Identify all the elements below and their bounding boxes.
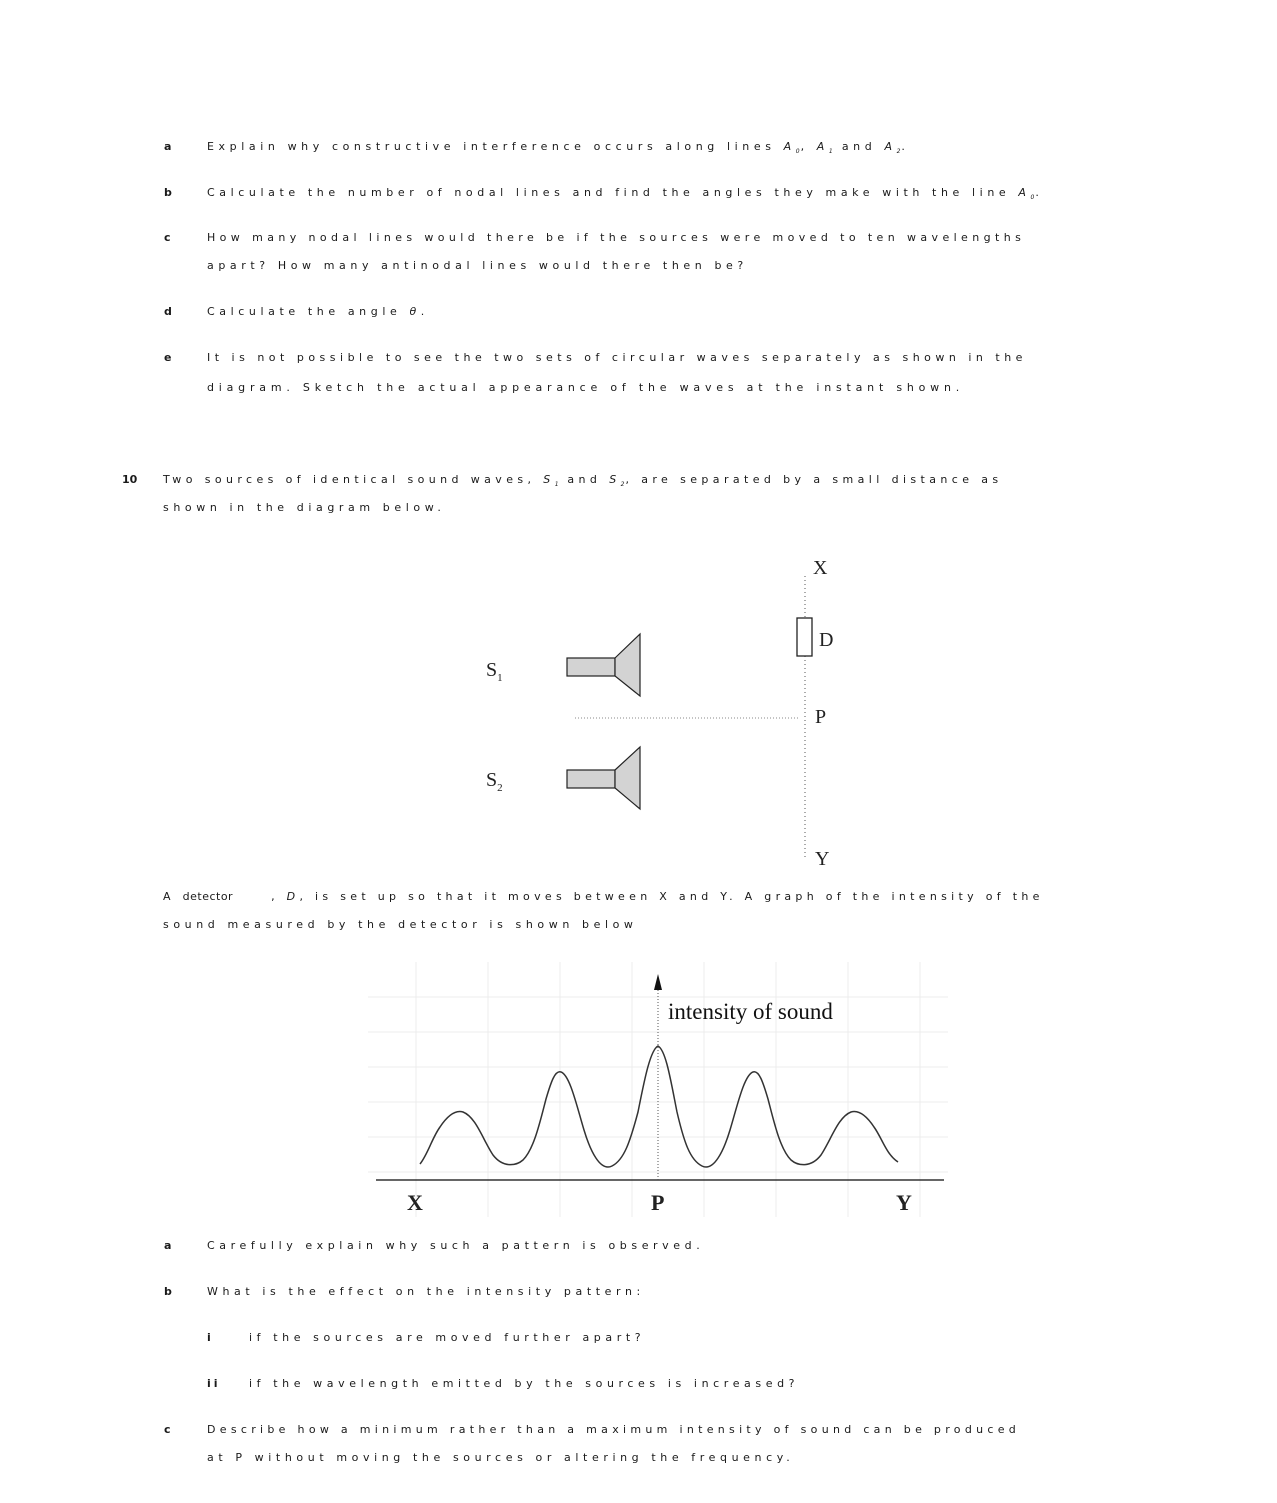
- graph-label-x: X: [407, 1190, 423, 1215]
- diagram-label-d: D: [819, 629, 834, 651]
- q9c-line2: apart? How many antinodal lines would there then be?: [207, 259, 748, 272]
- intensity-graph: [368, 962, 948, 1222]
- part-label-e: e: [164, 351, 172, 364]
- q9b-text: Calculate the number of nodal lines and find the angles they make with the line $A_0$.: [207, 186, 1044, 201]
- diagram-label-s1: $S_1$: [486, 659, 503, 684]
- subpart-label-ii: ii: [207, 1377, 221, 1390]
- diagram-label-p: P: [815, 706, 827, 728]
- part-label-b: b: [164, 186, 172, 199]
- detector-sentence-line2: sound measured by the detector is shown below: [163, 918, 638, 931]
- part-label-d: d: [164, 305, 172, 318]
- graph-title: intensity of sound: [668, 999, 833, 1024]
- q10b-text: What is the effect on the intensity pattern:: [207, 1285, 645, 1298]
- part-label-b: b: [164, 1285, 172, 1298]
- q9d-text: Calculate the angle θ.: [207, 305, 429, 318]
- part-label-c: c: [164, 231, 171, 244]
- diagram-label-y: Y: [815, 848, 830, 870]
- graph-label-p: P: [651, 1190, 665, 1215]
- q10c-line2: at P without moving the sources or altering the frequency.: [207, 1451, 795, 1464]
- detector-d: [797, 618, 812, 656]
- detector-sentence-line1: A detector , D, is set up so that it moves between X and Y. A graph of the intensity of the: [163, 890, 1044, 903]
- speaker-s2: [567, 747, 640, 809]
- q9a-text: Explain why constructive interference occurs along lines $A_0$, $A_1$ and $A_2$.: [207, 140, 910, 155]
- speaker-s1: [567, 634, 640, 696]
- part-label-a: a: [164, 140, 172, 153]
- q9c-line1: How many nodal lines would there be if the sources were moved to ten wavelengths: [207, 231, 1026, 244]
- q9e-line1: It is not possible to see the two sets of circular waves separately as shown in the: [207, 351, 1027, 364]
- part-label-c: c: [164, 1423, 171, 1436]
- q10c-line1: Describe how a minimum rather than a maximum intensity of sound can be produced: [207, 1423, 1021, 1436]
- sources-diagram: [470, 548, 870, 878]
- q10-intro-line1: Two sources of identical sound waves, $S_1$ and $S_2$, are separated by a small distance as: [163, 473, 1003, 488]
- diagram-label-s2: $S_2$: [486, 769, 503, 794]
- q10-intro-line2: shown in the diagram below.: [163, 501, 446, 514]
- diagram-label-x: X: [813, 557, 828, 579]
- q10bi-text: if the sources are moved further apart?: [249, 1331, 646, 1344]
- part-label-a: a: [164, 1239, 172, 1252]
- subpart-label-i: i: [207, 1331, 211, 1344]
- y-axis-arrow: [654, 974, 662, 990]
- q10a-text: Carefully explain why such a pattern is observed.: [207, 1239, 705, 1252]
- graph-label-y: Y: [896, 1190, 912, 1215]
- q10bii-text: if the wavelength emitted by the sources is increased?: [249, 1377, 800, 1390]
- intensity-curve: [420, 1046, 898, 1167]
- q9e-line2: diagram. Sketch the actual appearance of the waves at the instant shown.: [207, 381, 965, 394]
- question-number: 10: [122, 473, 138, 486]
